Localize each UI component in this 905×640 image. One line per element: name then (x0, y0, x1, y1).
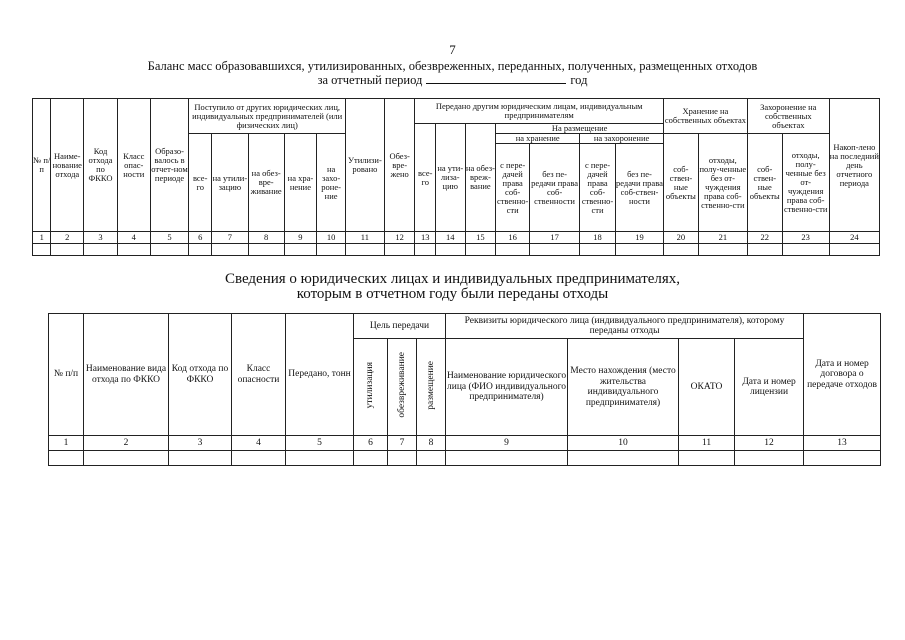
colnum-6: 6 (189, 232, 212, 244)
rec-colnum-7: 7 (388, 436, 417, 451)
colnum-16: 16 (496, 232, 530, 244)
rec-header-contract: Дата и номер договора о передаче отходов (804, 314, 881, 436)
rec-header-no: № п/п (49, 314, 84, 436)
period-blank-line (426, 73, 566, 84)
balance-title-suffix: год (570, 73, 588, 87)
header-neutralized: Обез-вре-жено (384, 99, 415, 232)
header-burial-own-objects: соб-ствен-ные объекты (747, 134, 782, 232)
colnum-24: 24 (829, 232, 879, 244)
rec-colnum-1: 1 (49, 436, 84, 451)
colnum-9: 9 (284, 232, 317, 244)
header-storage-own-objects: соб-ствен-ные объекты (664, 134, 699, 232)
rec-header-placement: размещение (417, 339, 446, 436)
rec-header-class: Класс опасности (232, 314, 286, 436)
colnum-3: 3 (84, 232, 118, 244)
empty-data-row (33, 244, 880, 256)
header-received-storage: на хра-нение (284, 134, 317, 232)
rec-header-purpose: Цель передачи (354, 314, 446, 339)
colnum-7: 7 (211, 232, 248, 244)
header-formed: Образо-валось в отчет-ном периоде (150, 99, 189, 232)
rec-colnum-3: 3 (169, 436, 232, 451)
colnum-10: 10 (317, 232, 346, 244)
colnum-23: 23 (782, 232, 829, 244)
header-burial-without-ownership: без пе-редачи права соб-ствен-ности (615, 144, 663, 232)
colnum-4: 4 (117, 232, 150, 244)
balance-table (32, 98, 880, 256)
header-received-util: на утили-зацию (211, 134, 248, 232)
rec-colnum-5: 5 (286, 436, 354, 451)
colnum-11: 11 (345, 232, 384, 244)
rec-header-license: Дата и номер лицензии (735, 339, 804, 436)
rec-header-transferred: Передано, тонн (286, 314, 354, 436)
colnum-5: 5 (150, 232, 189, 244)
header-burial-with-ownership: с пере-дачей права соб-ственно-сти (580, 144, 616, 232)
header-accumulated: Накоп-лено на последний день отчетного периода (829, 99, 879, 232)
colnum-18: 18 (580, 232, 616, 244)
balance-title-line1: Баланс масс образовавшихся, утилизированных, обезвреженных, переданных, полученных, размещенных отходов (147, 59, 758, 73)
recipients-title-line2: которым в отчетном году были переданы отходы (296, 286, 609, 302)
header-transferred: Передано другим юридическим лицам, индивидуальным предпринимателям (415, 99, 664, 124)
rec-colnum-4: 4 (232, 436, 286, 451)
header-transferred-total: все-го (415, 124, 435, 232)
column-number-row (33, 232, 880, 244)
balance-title-prefix: за отчетный период (317, 73, 423, 87)
colnum-14: 14 (435, 232, 465, 244)
rec-header-name: Наименование вида отхода по ФККО (84, 314, 169, 436)
header-burial-other: отходы, полу-ченные без от-чуждения права соб-ственно-сти (782, 134, 829, 232)
rec-column-number-row (49, 436, 881, 451)
balance-title-line2 (0, 73, 905, 87)
header-received-neutr: на обез-вре-живание (248, 134, 284, 232)
balance-title (0, 60, 905, 87)
header-no: № п/п (33, 99, 51, 232)
colnum-2: 2 (51, 232, 84, 244)
header-transferred-neutr: на обез-вреж-вание (465, 124, 496, 232)
rec-header-entity-name: Наименование юридического лица (ФИО индивидуального предпринимателя) (446, 339, 568, 436)
header-placement: На размещение (496, 124, 664, 134)
header-storage-own: Хранение на собственных объектах (664, 99, 748, 134)
rec-colnum-10: 10 (568, 436, 679, 451)
rec-header-code: Код отхода по ФККО (169, 314, 232, 436)
rec-colnum-9: 9 (446, 436, 568, 451)
rec-colnum-12: 12 (735, 436, 804, 451)
colnum-20: 20 (664, 232, 699, 244)
rec-header-utilization: утилизация (354, 339, 388, 436)
header-code: Код отхода по ФККО (84, 99, 118, 232)
header-class: Класс опас-ности (117, 99, 150, 232)
rec-colnum-13: 13 (804, 436, 881, 451)
header-placement-burial: на захоронение (580, 134, 664, 144)
header-transferred-util: на ути-лиза-цию (435, 124, 465, 232)
colnum-12: 12 (384, 232, 415, 244)
colnum-8: 8 (248, 232, 284, 244)
rec-colnum-6: 6 (354, 436, 388, 451)
page-number: 7 (449, 42, 456, 57)
colnum-1: 1 (33, 232, 51, 244)
rec-header-location: Место нахождения (место жительства индивидуального предпринимателя) (568, 339, 679, 436)
rec-colnum-2: 2 (84, 436, 169, 451)
recipients-title-line1: Сведения о юридических лицах и индивидуальных предпринимателях, (224, 271, 681, 287)
colnum-22: 22 (747, 232, 782, 244)
header-burial-own: Захоронение на собственных объектах (747, 99, 829, 134)
header-received-burial: на захо-роне-ние (317, 134, 346, 232)
header-storage-other: отходы, полу-ченные без от-чуждения права соб-ственно-сти (698, 134, 747, 232)
colnum-15: 15 (465, 232, 496, 244)
colnum-13: 13 (415, 232, 435, 244)
recipients-title (0, 272, 905, 302)
header-utilized: Утилизи-ровано (345, 99, 384, 232)
colnum-21: 21 (698, 232, 747, 244)
header-name: Наиме-нование отхода (51, 99, 84, 232)
rec-empty-data-row (49, 451, 881, 466)
rec-colnum-8: 8 (417, 436, 446, 451)
header-storage-without-ownership: без пе-редачи права соб-ственности (530, 144, 580, 232)
colnum-17: 17 (530, 232, 580, 244)
rec-header-requisites: Реквизиты юридического лица (индивидуального предпринимателя), которому переданы отходы (446, 314, 804, 339)
rec-colnum-11: 11 (679, 436, 735, 451)
rec-header-neutralization: обезвреживание (388, 339, 417, 436)
rec-header-okato: ОКАТО (679, 339, 735, 436)
header-received: Поступило от других юридических лиц, индивидуальных предпринимателей (или физических лиц) (189, 99, 346, 134)
header-received-total: все-го (189, 134, 212, 232)
recipients-table (48, 313, 881, 466)
header-placement-storage: на хранение (496, 134, 580, 144)
colnum-19: 19 (615, 232, 663, 244)
header-storage-with-ownership: с пере-дачей права соб-ственно-сти (496, 144, 530, 232)
